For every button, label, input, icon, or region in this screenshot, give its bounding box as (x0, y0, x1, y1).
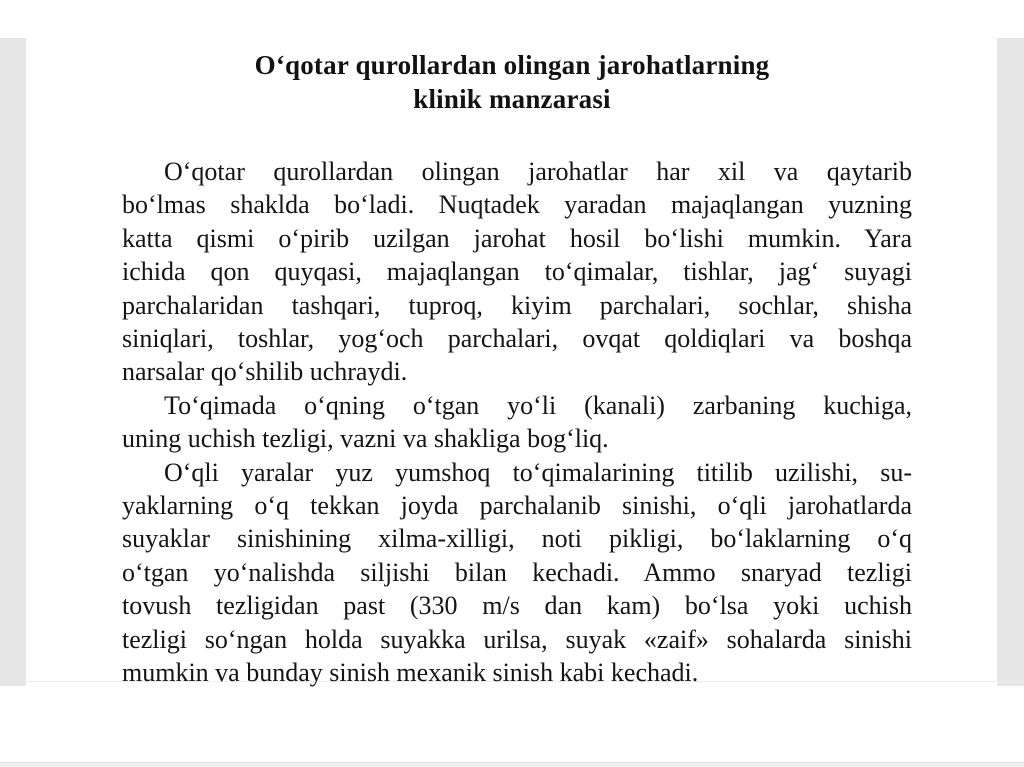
page-heading (0, 48, 1024, 116)
text-line: O‘qli yaralar yuz yumshoq to‘qimalarining titilib uzilishi, su- (164, 457, 912, 487)
text-line: tovush tezligidan past (330 m/s dan kam) bo‘lsa yoki uchish (122, 591, 912, 621)
text-line: siniqlari, toshlar, yog‘och parchalari, ovqat qoldiqlari va boshqa (122, 324, 912, 354)
text-line: O‘qotar qurollardan olingan jarohatlar har xil va qaytarib (164, 157, 912, 186)
text-line: katta qismi o‘pirib uzilgan jarohat hosil bo‘lishi mumkin. Yara (122, 223, 912, 253)
text-line: suyaklar sinishining xilma-xilligi, noti pikligi, bo‘laklarning o‘q (122, 524, 912, 554)
text-line: parchalaridan tashqari, tuproq, kiyim parchalari, sochlar, shisha (122, 290, 912, 320)
text-line: ichida qon quyqasi, majaqlangan to‘qimalar, tishlar, jag‘ suyagi (122, 257, 912, 287)
heading-line: klinik manzarasi (413, 84, 611, 114)
text-line: tezligi so‘ngan holda suyakka urilsa, suyak «zaif» sohalarda sinishi (122, 624, 912, 654)
text-line: bo‘lmas shaklda bo‘ladi. Nuqtadek yaradan majaqlangan yuzning (122, 190, 912, 220)
text-line: o‘tgan yo‘nalishda siljishi bilan kechadi. Ammo snaryad tezligi (122, 557, 912, 587)
text-line: uning uchish tezligi, vazni va shakliga bog‘liq. (122, 424, 609, 454)
text-line: To‘qimada o‘qning o‘tgan yo‘li (kanali) zarbaning kuchiga, (164, 390, 912, 420)
text-line: yaklarning o‘q tekkan joyda parchalanib sinishi, o‘qli jarohatlarda (122, 491, 912, 521)
right-page-edge (997, 38, 1024, 686)
heading-line: O‘qotar qurollardan olingan jarohatlarning (254, 50, 770, 80)
footer-band (0, 762, 1024, 767)
page-body (122, 155, 912, 690)
text-line: mumkin va bunday sinish mexanik sinish kabi kechadi. (122, 658, 699, 688)
left-page-edge (0, 38, 26, 686)
text-line: narsalar qo‘shilib uchraydi. (122, 357, 408, 387)
